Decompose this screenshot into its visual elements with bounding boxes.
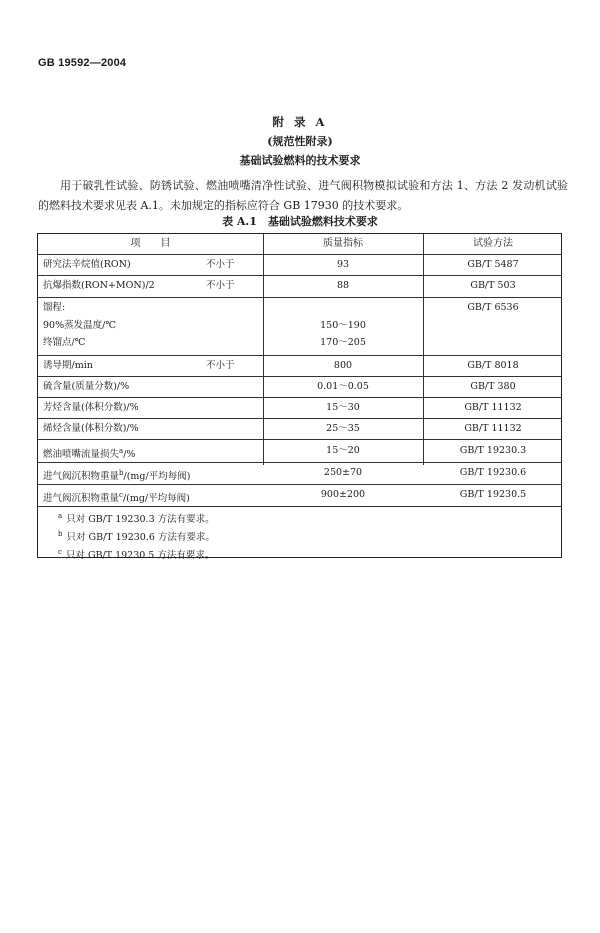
table-cell-method: GB/T 11132 bbox=[464, 423, 522, 434]
table-cell-item: 90%蒸发温度/℃ bbox=[43, 320, 116, 331]
table-cell-method: GB/T 6536 bbox=[467, 302, 519, 313]
table-footnote: $^b$ 只对 GB/T 19230.6 方法有要求。 bbox=[58, 529, 215, 543]
annex-heading: 基础试验燃料的技术要求 bbox=[239, 154, 361, 167]
annex-title: 附 录 A bbox=[272, 115, 328, 129]
table-cell-method: GB/T 503 bbox=[470, 280, 516, 291]
table-cell-item: 诱导期/min bbox=[43, 360, 93, 371]
header-quality: 质量指标 bbox=[323, 238, 363, 249]
row-rule bbox=[38, 275, 561, 276]
table-cell-quality: 170～205 bbox=[320, 337, 366, 348]
table-cell-item: 研究法辛烷值(RON) bbox=[43, 259, 131, 270]
footnote-marker: b bbox=[119, 469, 124, 477]
row-rule bbox=[38, 439, 561, 440]
table-cell-item: 进气阀沉积物重量$^c$/(mg/平均每阀) bbox=[43, 491, 190, 505]
table-caption: 表 A.1 基础试验燃料技术要求 bbox=[222, 215, 378, 228]
table-cell-item: 抗爆指数(RON+MON)/2 bbox=[43, 280, 155, 291]
table-cell-quality: 88 bbox=[336, 280, 350, 291]
table-cell-quality: 15～30 bbox=[326, 402, 360, 413]
table-cell-item: 芳烃含量(体积分数)/% bbox=[43, 402, 139, 413]
table-cell-method: GB/T 19230.5 bbox=[459, 489, 527, 500]
row-rule bbox=[38, 397, 561, 398]
fuel-spec-table bbox=[37, 233, 562, 561]
table-cell-quality: 900±200 bbox=[320, 489, 366, 500]
header-rule bbox=[38, 254, 561, 255]
intro-paragraph: 用于破乳性试验、防锈试验、燃油喷嘴清净性试验、进气阀积物模拟试验和方法 1、方法 2 发动机试验的燃料技术要求见表 A.1。未加规定的指标应符合 GB 17930 的技术要求。 bbox=[38, 179, 568, 212]
table-cell-note: 不小于 bbox=[206, 259, 235, 270]
annex-nature: (规范性附录) bbox=[267, 135, 333, 148]
table-cell-method: GB/T 11132 bbox=[464, 402, 522, 413]
table-cell-item: 燃油喷嘴流量损失$^a$/% bbox=[43, 447, 136, 461]
table-cell-method: GB/T 380 bbox=[470, 381, 516, 392]
table-cell-quality: 25～35 bbox=[326, 423, 360, 434]
row-rule bbox=[38, 297, 561, 298]
row-rule bbox=[38, 376, 561, 377]
table-cell-method: GB/T 5487 bbox=[467, 259, 519, 270]
table-cell-quality: 800 bbox=[333, 360, 353, 371]
table-cell-quality: 0.01～0.05 bbox=[317, 381, 369, 392]
table-cell-note: 不小于 bbox=[206, 280, 235, 291]
table-cell-item: 硫含量(质量分数)/% bbox=[43, 381, 130, 392]
table-cell-quality: 15～20 bbox=[326, 445, 360, 456]
table-cell-quality: 93 bbox=[336, 259, 350, 270]
table-cell-method: GB/T 19230.3 bbox=[459, 445, 527, 456]
table-cell-item: 进气阀沉积物重量$^b$/(mg/平均每阀) bbox=[43, 469, 191, 483]
header-method: 试验方法 bbox=[473, 238, 513, 249]
footnote-marker: a bbox=[119, 447, 124, 455]
table-cell-method: GB/T 19230.6 bbox=[459, 467, 527, 478]
row-rule bbox=[38, 355, 561, 356]
row-rule bbox=[38, 418, 561, 419]
table-cell-quality: 150～190 bbox=[320, 320, 366, 331]
table-cell-method: GB/T 8018 bbox=[467, 360, 519, 371]
standard-code: GB 19592—2004 bbox=[38, 57, 127, 69]
table-cell-item: 馏程: bbox=[43, 302, 66, 313]
header-item: 项 目 bbox=[130, 238, 171, 249]
table-cell-item: 终馏点/℃ bbox=[43, 337, 86, 348]
table-footnote: $^a$ 只对 GB/T 19230.3 方法有要求。 bbox=[58, 511, 215, 525]
table-cell-item: 烯烃含量(体积分数)/% bbox=[43, 423, 139, 434]
table-cell-quality: 250±70 bbox=[323, 467, 363, 478]
table-footnote: $^c$ 只对 GB/T 19230.5 方法有要求。 bbox=[58, 547, 215, 561]
table-cell-note: 不小于 bbox=[206, 360, 235, 371]
footnote-marker: c bbox=[119, 491, 123, 499]
